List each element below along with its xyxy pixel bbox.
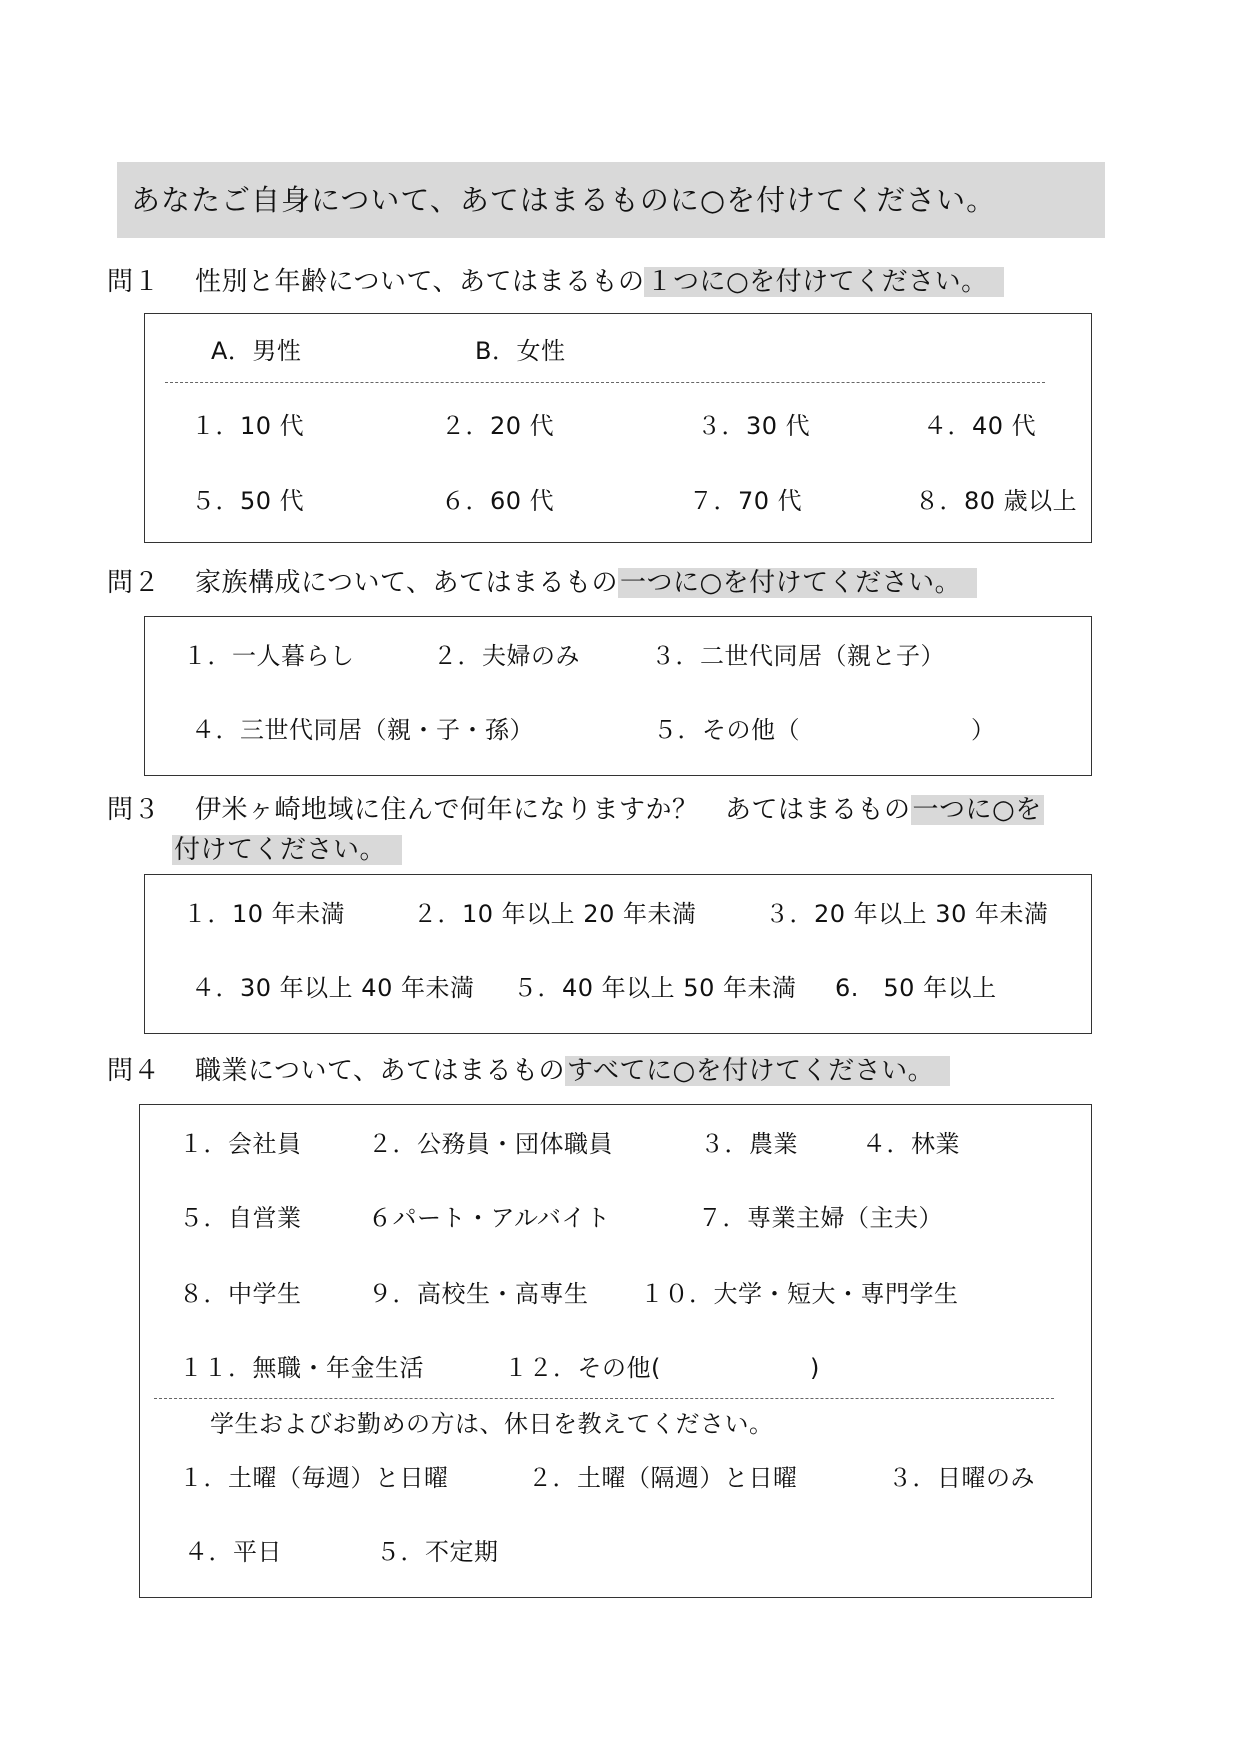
option-holiday-weekdays[interactable]: ４．平日 <box>184 1538 282 1566</box>
option-holiday-every-saturday-sunday[interactable]: １．土曜（毎週）と日曜 <box>179 1464 449 1492</box>
question-3-highlight-2: 付けてください。 <box>172 835 402 865</box>
option-university-student[interactable]: １０．大学・短大・専門学生 <box>640 1280 959 1308</box>
option-age-80plus[interactable]: ８．80 歳以上 <box>915 487 1078 515</box>
question-1-box <box>144 313 1092 543</box>
option-living-alone[interactable]: １．一人暮らし <box>183 642 355 670</box>
option-age-40s[interactable]: ４．40 代 <box>923 412 1037 440</box>
option-unemployed-pension[interactable]: １１．無職・年金生活 <box>179 1354 424 1382</box>
option-40-to-50-years[interactable]: ５．40 年以上 50 年未満 <box>513 974 797 1002</box>
option-age-10s[interactable]: １．10 代 <box>191 412 305 440</box>
option-three-generation[interactable]: ４．三世代同居（親・子・孫） <box>191 716 534 744</box>
question-1-number: 問１ <box>107 267 161 297</box>
option-part-time[interactable]: ６パート・アルバイト <box>368 1204 611 1232</box>
question-2-heading <box>107 563 977 603</box>
option-age-30s[interactable]: ３．30 代 <box>697 412 811 440</box>
option-other[interactable]: ５．その他（ <box>653 716 800 744</box>
option-public-servant[interactable]: ２．公務員・団体職員 <box>368 1130 613 1158</box>
option-agriculture[interactable]: ３．農業 <box>700 1130 798 1158</box>
option-age-20s[interactable]: ２．20 代 <box>441 412 555 440</box>
question-4-heading <box>107 1051 950 1091</box>
option-30-to-40-years[interactable]: ４．30 年以上 40 年未満 <box>191 974 475 1002</box>
option-other-close-paren: ） <box>971 716 996 744</box>
divider <box>165 382 1045 383</box>
question-3-heading <box>107 790 1044 870</box>
question-1-highlight: １つに○を付けてください。 <box>644 267 1003 297</box>
option-other[interactable]: １２．その他( <box>504 1354 661 1382</box>
option-age-70s[interactable]: ７．70 代 <box>689 487 803 515</box>
option-couple-only[interactable]: ２．夫婦のみ <box>433 642 580 670</box>
instruction-banner: あなたご自身について、あてはまるものに○を付けてください。 <box>117 162 1105 238</box>
option-age-50s[interactable]: ５．50 代 <box>191 487 305 515</box>
divider <box>154 1398 1054 1399</box>
question-2-text: 家族構成について、あてはまるもの <box>195 568 618 598</box>
question-3-box <box>144 874 1092 1034</box>
option-junior-high-student[interactable]: ８．中学生 <box>179 1280 302 1308</box>
question-4-number: 問４ <box>107 1056 161 1086</box>
holiday-prompt: 学生およびお勤めの方は、休日を教えてください。 <box>210 1410 774 1438</box>
option-male[interactable]: A．男性 <box>211 337 302 365</box>
question-1-text: 性別と年齢について、あてはまるもの <box>195 267 645 297</box>
option-holiday-alternate-saturday-sunday[interactable]: ２．土曜（隔週）と日曜 <box>528 1464 798 1492</box>
question-3-text: 伊米ヶ崎地域に住んで何年になりますか？ あてはまるもの <box>195 795 911 825</box>
option-homemaker[interactable]: ７．専業主婦（主夫） <box>698 1204 943 1232</box>
question-2-highlight: 一つに○を付けてください。 <box>618 568 977 598</box>
option-holiday-sunday-only[interactable]: ３．日曜のみ <box>888 1464 1035 1492</box>
option-forestry[interactable]: ４．林業 <box>862 1130 960 1158</box>
option-under-10-years[interactable]: １．10 年未満 <box>183 900 346 928</box>
option-company-employee[interactable]: １．会社員 <box>179 1130 302 1158</box>
option-female[interactable]: B．女性 <box>475 337 566 365</box>
question-3-number: 問３ <box>107 795 161 825</box>
question-2-box <box>144 616 1092 776</box>
question-2-number: 問２ <box>107 568 161 598</box>
option-other-close-paren: ) <box>810 1354 820 1382</box>
question-4-box <box>139 1104 1092 1598</box>
question-3-highlight-1: 一つに○を <box>912 795 1042 825</box>
option-10-to-20-years[interactable]: ２．10 年以上 20 年未満 <box>413 900 697 928</box>
question-4-text: 職業について、あてはまるもの <box>195 1056 565 1086</box>
question-1-heading <box>107 262 1004 302</box>
option-over-50-years[interactable]: 6. 50 年以上 <box>835 974 997 1002</box>
option-holiday-irregular[interactable]: ５．不定期 <box>376 1538 499 1566</box>
option-20-to-30-years[interactable]: ３．20 年以上 30 年未満 <box>765 900 1049 928</box>
option-two-generation[interactable]: ３．二世代同居（親と子） <box>651 642 945 670</box>
option-age-60s[interactable]: ６．60 代 <box>441 487 555 515</box>
option-high-school-student[interactable]: ９．高校生・高専生 <box>368 1280 589 1308</box>
option-self-employed[interactable]: ５．自営業 <box>179 1204 302 1232</box>
question-4-highlight: すべてに○を付けてください。 <box>565 1056 950 1086</box>
